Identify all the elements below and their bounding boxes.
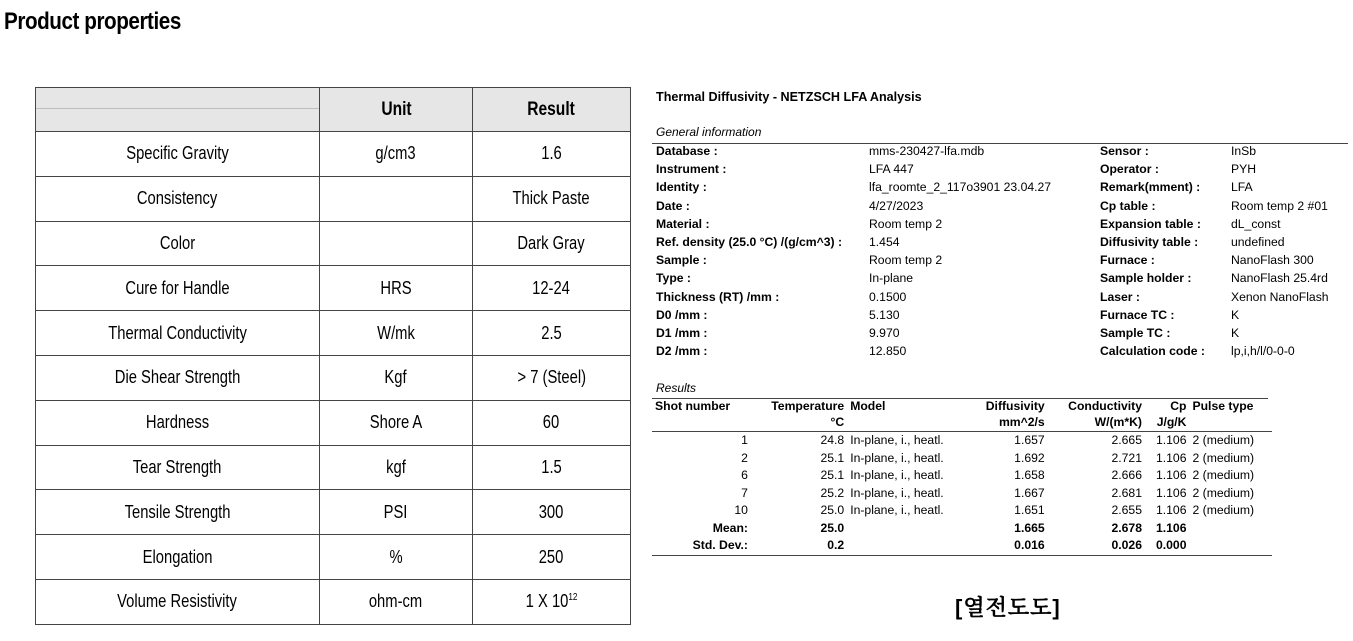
property-result: Dark Gray bbox=[473, 221, 631, 266]
table-row bbox=[36, 311, 631, 356]
cell-temp: 25.2 bbox=[820, 485, 845, 500]
col-diffusivity: Diffusivity bbox=[985, 399, 1045, 413]
info-value: 0.1500 bbox=[869, 289, 907, 304]
cell-cp: 1.106 bbox=[1155, 503, 1187, 517]
col-pulse-type: Pulse type bbox=[1192, 399, 1254, 413]
property-unit: Shore A bbox=[320, 400, 473, 445]
property-unit: HRS bbox=[320, 266, 473, 311]
info-value: 5.130 bbox=[869, 307, 900, 322]
cell-diff: 1.667 bbox=[1014, 485, 1045, 500]
info-key: Operator : bbox=[1100, 162, 1159, 177]
cell-cp: 1.106 bbox=[1155, 485, 1187, 500]
info-key: Diffusivity table : bbox=[1100, 235, 1199, 249]
table-header-row bbox=[36, 88, 631, 132]
cell-pulse: 2 (medium) bbox=[1192, 433, 1255, 447]
property-result: 1.5 bbox=[473, 445, 631, 490]
property-result: 300 bbox=[473, 490, 631, 535]
cell-cond: 2.655 bbox=[1111, 503, 1142, 517]
property-result: 1.6 bbox=[473, 132, 631, 177]
cell-cond: 2.666 bbox=[1111, 468, 1142, 482]
info-value: dL_const bbox=[1231, 216, 1281, 231]
unit-conductivity: W/(m*K) bbox=[1048, 414, 1145, 432]
table-row bbox=[652, 467, 1272, 485]
cell-cond: 2.678 bbox=[1111, 520, 1142, 535]
col-conductivity: Conductivity bbox=[1068, 399, 1142, 413]
property-unit: % bbox=[320, 535, 473, 580]
info-value: 4/27/2023 bbox=[869, 198, 924, 213]
property-name: Tear Strength bbox=[36, 445, 320, 490]
property-unit: Kgf bbox=[320, 355, 473, 400]
cell-temp: 25.1 bbox=[820, 450, 845, 465]
property-unit: PSI bbox=[320, 490, 473, 535]
info-key: Remark(mment) : bbox=[1100, 180, 1201, 195]
cell-shot: 2 bbox=[741, 450, 748, 465]
cell-pulse: 2 (medium) bbox=[1192, 503, 1255, 517]
table-row bbox=[652, 485, 1272, 503]
cell-temp: 24.8 bbox=[820, 433, 845, 447]
cell-cp: 0.000 bbox=[1145, 537, 1190, 555]
info-key: Furnace : bbox=[1100, 253, 1155, 268]
info-value: lp,i,h/l/0-0-0 bbox=[1231, 344, 1295, 359]
info-key: Sample holder : bbox=[1100, 271, 1192, 286]
cell-cp: 1.106 bbox=[1155, 433, 1187, 447]
cell-label: Std. Dev.: bbox=[652, 537, 751, 555]
property-name: Cure for Handle bbox=[36, 266, 320, 311]
info-key: Material : bbox=[656, 216, 710, 231]
cell-temp: 25.1 bbox=[820, 468, 845, 482]
property-name: Volume Resistivity bbox=[36, 579, 320, 624]
info-key: Sensor : bbox=[1100, 144, 1149, 158]
cell-temp: 25.0 bbox=[820, 520, 845, 535]
cell-diff: 1.665 bbox=[1014, 520, 1045, 535]
info-key: Identity : bbox=[656, 180, 707, 195]
unit-cp: J/g/K bbox=[1145, 414, 1190, 432]
report-title: Thermal Diffusivity - NETZSCH LFA Analysis bbox=[656, 90, 922, 104]
table-row bbox=[652, 450, 1272, 468]
info-value: Room temp 2 #01 bbox=[1231, 198, 1328, 213]
page-title: Product properties bbox=[4, 8, 181, 35]
property-unit: W/mk bbox=[320, 311, 473, 356]
table-row bbox=[36, 400, 631, 445]
table-row bbox=[36, 490, 631, 535]
cell-cp: 1.106 bbox=[1155, 520, 1187, 535]
unit-temperature: °C bbox=[751, 414, 847, 432]
cell-model: In-plane, i., heatl. bbox=[850, 450, 944, 465]
info-value: K bbox=[1231, 307, 1240, 322]
table-row bbox=[652, 432, 1272, 450]
property-name: Thermal Conductivity bbox=[36, 311, 320, 356]
header-cell-unit: Unit bbox=[320, 88, 473, 132]
cell-shot: 7 bbox=[741, 485, 748, 500]
table-row bbox=[36, 221, 631, 266]
col-temperature: Temperature bbox=[771, 399, 845, 413]
header-cell-result: Result bbox=[473, 88, 631, 132]
property-result: 1 X $10^{12}$ bbox=[473, 579, 631, 624]
info-key: Furnace TC : bbox=[1100, 307, 1175, 322]
property-unit bbox=[320, 176, 473, 221]
table-row bbox=[36, 579, 631, 624]
property-unit: kgf bbox=[320, 445, 473, 490]
cell-pulse: 2 (medium) bbox=[1192, 485, 1255, 500]
info-key: Type : bbox=[656, 271, 691, 286]
table-row bbox=[36, 266, 631, 311]
info-value: K bbox=[1231, 326, 1240, 340]
cell-model: In-plane, i., heatl. bbox=[850, 503, 944, 517]
info-value: PYH bbox=[1231, 162, 1257, 177]
info-value: InSb bbox=[1231, 144, 1257, 158]
cell-shot: 6 bbox=[741, 468, 748, 482]
property-result: 250 bbox=[473, 535, 631, 580]
cell-cond: 2.681 bbox=[1111, 485, 1142, 500]
table-row bbox=[36, 445, 631, 490]
caption: [열전도도] bbox=[955, 595, 1061, 620]
info-key: Cp table : bbox=[1100, 198, 1156, 213]
info-value: LFA bbox=[1231, 180, 1253, 195]
info-key: Calculation code : bbox=[1100, 344, 1205, 359]
unit-diffusivity: mm^2/s bbox=[969, 414, 1048, 432]
general-information-label: General information bbox=[656, 125, 762, 139]
info-key: D2 /mm : bbox=[656, 344, 708, 359]
cell-cond: 2.721 bbox=[1111, 450, 1142, 465]
cell-model: In-plane, i., heatl. bbox=[850, 433, 944, 447]
info-key: D1 /mm : bbox=[656, 326, 708, 340]
table-row bbox=[36, 355, 631, 400]
info-value: 9.970 bbox=[869, 326, 900, 340]
table-row bbox=[36, 176, 631, 221]
results-table bbox=[652, 398, 1272, 556]
cell-model: In-plane, i., heatl. bbox=[850, 468, 944, 482]
cell-diff: 0.016 bbox=[969, 537, 1048, 555]
property-name: Consistency bbox=[36, 176, 320, 221]
property-name: Elongation bbox=[36, 535, 320, 580]
cell-diff: 1.651 bbox=[1014, 503, 1045, 517]
cell-diff: 1.657 bbox=[1014, 433, 1045, 447]
cell-diff: 1.692 bbox=[1014, 450, 1045, 465]
table-row bbox=[652, 502, 1272, 520]
info-value: NanoFlash 25.4rd bbox=[1231, 271, 1328, 286]
product-properties-table bbox=[35, 87, 631, 625]
property-result: 12-24 bbox=[473, 266, 631, 311]
col-shot-number: Shot number bbox=[655, 399, 731, 413]
info-key: Sample : bbox=[656, 253, 707, 268]
info-key: D0 /mm : bbox=[656, 307, 708, 322]
cell-temp: 25.0 bbox=[820, 503, 845, 517]
results-label: Results bbox=[656, 381, 697, 395]
table-row bbox=[36, 132, 631, 177]
info-value: 1.454 bbox=[869, 235, 900, 249]
cell-cond: 0.026 bbox=[1048, 537, 1145, 555]
property-name: Tensile Strength bbox=[36, 490, 320, 535]
cell-shot: 10 bbox=[734, 503, 748, 517]
col-cp: Cp bbox=[1170, 399, 1187, 413]
info-value: LFA 447 bbox=[869, 162, 914, 177]
table-row bbox=[36, 535, 631, 580]
info-value: mms-230427-lfa.mdb bbox=[869, 144, 985, 158]
mean-row bbox=[652, 520, 1272, 538]
property-name: Specific Gravity bbox=[36, 132, 320, 177]
property-result: > 7 (Steel) bbox=[473, 355, 631, 400]
property-result: Thick Paste bbox=[473, 176, 631, 221]
info-key: Thickness (RT) /mm : bbox=[656, 289, 780, 304]
info-value: Room temp 2 bbox=[869, 216, 943, 231]
cell-model: In-plane, i., heatl. bbox=[850, 485, 944, 500]
info-value: 12.850 bbox=[869, 344, 907, 359]
cell-cp: 1.106 bbox=[1155, 468, 1187, 482]
info-value: NanoFlash 300 bbox=[1231, 253, 1314, 268]
info-key: Instrument : bbox=[656, 162, 727, 177]
cell-temp: 0.2 bbox=[751, 537, 847, 555]
info-value: undefined bbox=[1231, 235, 1285, 249]
info-key: Date : bbox=[656, 198, 690, 213]
cell-pulse: 2 (medium) bbox=[1192, 468, 1255, 482]
property-unit bbox=[320, 221, 473, 266]
info-key: Ref. density (25.0 °C) /(g/cm^3) : bbox=[656, 235, 843, 249]
cell-shot: 1 bbox=[741, 433, 748, 447]
property-result: 60 bbox=[473, 400, 631, 445]
info-value: lfa_roomte_2_117o3901 23.04.27 bbox=[869, 180, 1052, 195]
cell-diff: 1.658 bbox=[1014, 468, 1045, 482]
property-name: Color bbox=[36, 221, 320, 266]
cell-pulse: 2 (medium) bbox=[1192, 450, 1255, 465]
info-value: In-plane bbox=[869, 271, 914, 286]
info-value: Room temp 2 bbox=[869, 253, 943, 268]
property-name: Die Shear Strength bbox=[36, 355, 320, 400]
info-value: Xenon NanoFlash bbox=[1231, 289, 1329, 304]
property-result: 2.5 bbox=[473, 311, 631, 356]
info-key: Laser : bbox=[1100, 289, 1140, 304]
cell-cond: 2.665 bbox=[1111, 433, 1142, 447]
property-unit: ohm-cm bbox=[320, 579, 473, 624]
info-key: Expansion table : bbox=[1100, 216, 1201, 231]
cell-label: Mean: bbox=[712, 520, 748, 535]
header-cell-property bbox=[36, 88, 320, 132]
std-dev-row bbox=[652, 537, 1272, 555]
property-unit: g/cm3 bbox=[320, 132, 473, 177]
col-model: Model bbox=[850, 399, 886, 413]
cell-cp: 1.106 bbox=[1155, 450, 1187, 465]
info-key: Database : bbox=[656, 144, 718, 158]
info-key: Sample TC : bbox=[1100, 326, 1171, 340]
property-name: Hardness bbox=[36, 400, 320, 445]
